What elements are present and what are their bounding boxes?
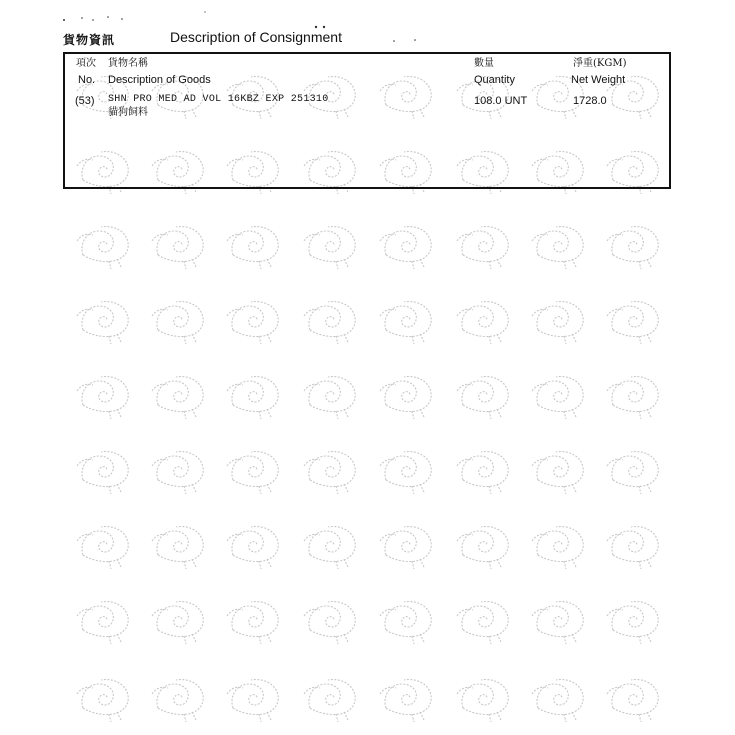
watermark-ornament-icon xyxy=(227,227,278,270)
watermark-ornament-icon xyxy=(227,302,278,345)
row-goods-description: SHN PRO MED AD VOL 16KBZ EXP 251310 xyxy=(108,94,329,105)
watermark-ornament-icon xyxy=(227,377,278,420)
watermark-ornament-icon xyxy=(77,377,128,420)
watermark-ornament-icon xyxy=(152,602,203,645)
goods-table xyxy=(63,52,671,189)
watermark-ornament-icon xyxy=(607,680,658,723)
watermark-ornament-icon xyxy=(457,377,508,420)
watermark-ornament-icon xyxy=(304,302,355,345)
watermark-ornament-icon xyxy=(457,527,508,570)
watermark-ornament-icon xyxy=(607,602,658,645)
watermark-ornament-icon xyxy=(380,302,431,345)
watermark-ornament-icon xyxy=(380,227,431,270)
watermark-ornament-icon xyxy=(152,452,203,495)
watermark-ornament-icon xyxy=(380,452,431,495)
watermark-ornament-icon xyxy=(532,527,583,570)
watermark-ornament-icon xyxy=(227,527,278,570)
watermark-ornament-icon xyxy=(304,602,355,645)
watermark-ornament-icon xyxy=(380,527,431,570)
watermark-ornament-icon xyxy=(152,377,203,420)
watermark-ornament-icon xyxy=(532,302,583,345)
watermark-ornament-icon xyxy=(457,302,508,345)
section-title-english: Description of Consignment xyxy=(170,29,342,45)
watermark-ornament-icon xyxy=(77,227,128,270)
watermark-ornament-icon xyxy=(304,377,355,420)
watermark-ornament-icon xyxy=(152,227,203,270)
watermark-ornament-icon xyxy=(152,680,203,723)
watermark-ornament-icon xyxy=(457,452,508,495)
row-quantity: 108.0 UNT xyxy=(474,95,528,107)
watermark-ornament-icon xyxy=(77,527,128,570)
header-quantity-cn: 數量 xyxy=(474,58,494,69)
scan-speckles xyxy=(0,0,735,60)
header-quantity-en: Quantity xyxy=(474,74,515,86)
watermark-ornament-icon xyxy=(607,302,658,345)
watermark-ornament-icon xyxy=(457,227,508,270)
row-goods-description-cn: 貓狗飼料 xyxy=(108,107,148,118)
watermark-ornament-icon xyxy=(227,602,278,645)
header-net-weight-cn: 淨重(KGM) xyxy=(573,58,627,69)
watermark-ornament-icon xyxy=(304,527,355,570)
watermark-ornament-icon xyxy=(304,680,355,723)
section-title-chinese: 貨物資訊 xyxy=(63,33,116,47)
header-net-weight-en: Net Weight xyxy=(571,74,626,86)
watermark-ornament-icon xyxy=(227,452,278,495)
watermark-ornament-icon xyxy=(607,452,658,495)
header-no-en: No. xyxy=(78,74,96,86)
watermark-ornament-icon xyxy=(532,227,583,270)
watermark-ornament-icon xyxy=(77,602,128,645)
watermark-ornament-icon xyxy=(380,680,431,723)
watermark-ornament-icon xyxy=(607,527,658,570)
watermark-ornament-icon xyxy=(607,377,658,420)
watermark-ornament-icon xyxy=(152,302,203,345)
watermark-ornament-icon xyxy=(304,227,355,270)
watermark-ornament-icon xyxy=(607,227,658,270)
watermark-ornament-icon xyxy=(152,527,203,570)
header-description-cn: 貨物名稱 xyxy=(108,58,148,69)
row-net-weight: 1728.0 xyxy=(573,95,607,107)
watermark-ornament-icon xyxy=(532,377,583,420)
watermark-ornament-icon xyxy=(532,680,583,723)
header-no-cn: 項次 xyxy=(76,58,96,69)
watermark-ornament-icon xyxy=(304,452,355,495)
watermark-ornament-icon xyxy=(77,302,128,345)
watermark-ornament-icon xyxy=(532,452,583,495)
watermark-ornament-icon xyxy=(380,377,431,420)
watermark-ornament-icon xyxy=(77,452,128,495)
watermark-ornament-icon xyxy=(532,602,583,645)
watermark-ornament-icon xyxy=(77,680,128,723)
header-description-en: Description of Goods xyxy=(108,74,211,86)
watermark-ornament-icon xyxy=(457,602,508,645)
watermark-ornament-icon xyxy=(457,680,508,723)
row-item-number: (53) xyxy=(75,95,95,107)
watermark-ornament-icon xyxy=(380,602,431,645)
watermark-ornament-icon xyxy=(227,680,278,723)
